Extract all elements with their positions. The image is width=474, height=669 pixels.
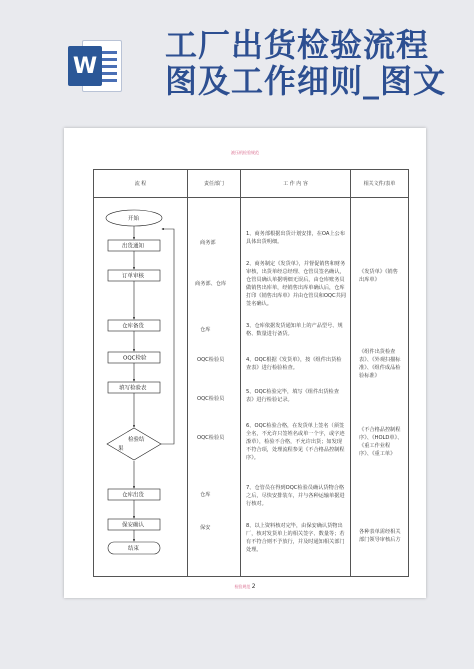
department-4: OQC检验员 xyxy=(197,357,225,363)
department-5: OQC检验员 xyxy=(197,396,225,402)
page-footer xyxy=(64,583,426,590)
table-body-row xyxy=(94,198,409,577)
department-8: 保安 xyxy=(200,525,211,531)
flow-end-label: 结束 xyxy=(128,546,140,552)
department-6: OQC检验员 xyxy=(197,435,225,441)
flow-label-2: 订单审核 xyxy=(122,273,145,280)
word-badge: W xyxy=(68,46,102,86)
document-refs-3: 《不合格品控制程序》、《HOLD单》、《重工作业程序》、《重工单》 xyxy=(359,427,403,457)
table-header-row xyxy=(94,170,409,198)
document-preview-header xyxy=(0,0,474,118)
flow-label-5: 填写检验表 xyxy=(119,385,147,392)
work-item-7: 7、仓管员在得到OQC检验员确认货物合格之后，尽快安排装车，并与各种运输单据进行核对。 xyxy=(246,485,345,507)
flow-decision-label-a: 检验结 xyxy=(128,437,145,443)
title-line-1: 工厂出货检验流程 xyxy=(165,26,430,64)
footer-label: 检验规范 xyxy=(234,584,251,589)
flow-label-7: 保安确认 xyxy=(122,522,145,529)
running-header: 液压机检验规范 xyxy=(231,150,259,155)
flow-decision-result xyxy=(107,428,161,460)
work-item-5: 5、OQC检验完毕，填写《组件出货检查表》进行检验记录。 xyxy=(246,389,339,403)
work-item-2: 2、商务制定《发货单》，并督促销售和财务审核，出货单经总经理、仓管员签名确认，仓管员确认单据明细无误后，由仓库账务员做销售出库单，经销售出库单确认后，仓库打印《销售出库单》并由仓管员和OQC共同签名确认。 xyxy=(246,261,346,307)
document-refs-2: 《组件出货检查表》、《外观扫描标准》、《组件成品检验标准》 xyxy=(359,349,401,379)
department-1: 商务部 xyxy=(200,240,216,246)
document-page xyxy=(64,128,426,598)
flow-label-1: 出货通知 xyxy=(122,243,145,250)
work-content-cell xyxy=(241,198,351,577)
title-line-2: 图及工作细则_图文 xyxy=(165,62,447,100)
department-3: 仓库 xyxy=(200,327,211,333)
flowchart xyxy=(94,198,188,576)
page-number: 2 xyxy=(251,583,256,590)
document-refs-4: 各种表单需经相关部门领导审核后方 xyxy=(359,529,401,543)
work-item-1: 1、商务部根据出货计划安排，在OA上公布具体出货明细。 xyxy=(246,231,346,245)
department-2: 商务部、仓库 xyxy=(195,281,227,287)
flow-label-4: OQC检验 xyxy=(123,355,147,362)
column-header-documents: 相关文件/表单 xyxy=(351,170,409,198)
flow-cell xyxy=(94,198,188,577)
column-header-flow: 流 程 xyxy=(94,170,188,198)
work-item-8: 8、以上资料核对完毕，由保安确认货物出厂，核对发货单上的相关签字、数量等；若有不符合则不予放行，并及时通知相关部门处理。 xyxy=(246,523,345,553)
flow-label-3: 仓库备货 xyxy=(122,323,145,330)
department-7: 仓库 xyxy=(200,492,211,498)
page-title xyxy=(165,27,465,99)
word-icon xyxy=(68,38,124,94)
flow-start-label: 开始 xyxy=(128,216,140,222)
flow-decision-label-b: 果 xyxy=(118,446,124,452)
flow-label-6: 仓库出货 xyxy=(122,492,145,499)
work-item-3: 3、仓库依据发货通知单上的产品型号、规格、数量进行备货。 xyxy=(246,323,343,337)
work-item-6: 6、OQC检验合格，在发货单上签名（须签全名，不允许只签姓名或单一个字，或字迹潦草），检验不合格，不允许出货；如发现不符合项，处理流程参见《不合格品控制程序》。 xyxy=(246,423,345,461)
document-refs-1: 《发货单》《销售出库单》 xyxy=(359,269,398,283)
department-cell xyxy=(188,198,241,577)
column-header-department: 责任部门 xyxy=(188,170,241,198)
column-header-work: 工 作 内 容 xyxy=(241,170,351,198)
work-item-4: 4、OQC根据《发货单》，按《组件出货检查表》进行检验检查。 xyxy=(246,357,342,371)
related-documents-cell xyxy=(351,198,409,577)
process-table xyxy=(93,169,409,577)
